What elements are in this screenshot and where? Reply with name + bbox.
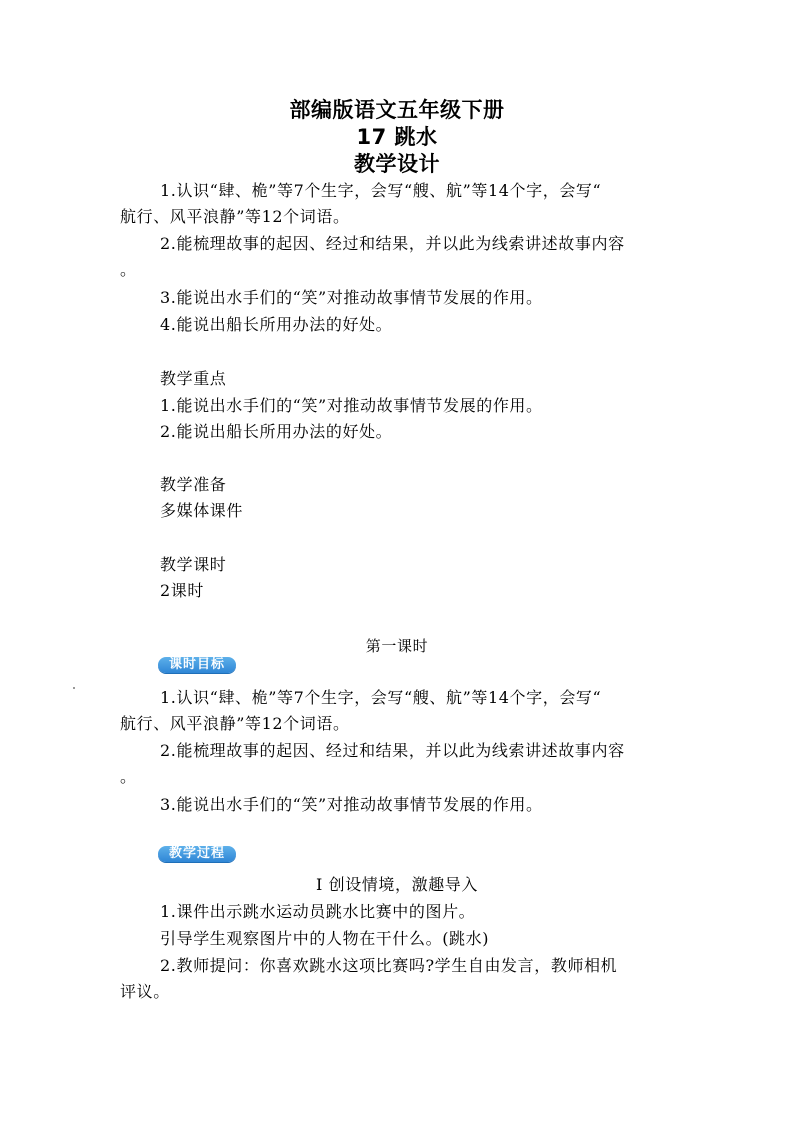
doc-title-design: 教学设计 (354, 152, 440, 176)
objective-2-cont: 。 (120, 260, 137, 279)
process-step-1-guide: 引导学生观察图片中的人物在干什么。(跳水) (160, 929, 490, 948)
lesson1-heading: 第一课时 (365, 637, 429, 655)
objective-3: 3.能说出水手们的“笑”对推动故事情节发展的作用。 (160, 288, 543, 307)
objective-4: 4.能说出船长所用办法的好处。 (160, 315, 393, 334)
lesson-goal-2-cont: 。 (120, 767, 137, 786)
stray-dot (73, 687, 75, 689)
lesson-goal-2: 2.能梳理故事的起因、经过和结果，并以此为线索讲述故事内容 (160, 741, 625, 760)
preparation-value: 多媒体课件 (160, 501, 244, 520)
hours-value: 2课时 (160, 581, 204, 600)
section-1-heading: Ⅰ 创设情境，激趣导入 (315, 875, 478, 894)
preparation-heading: 教学准备 (160, 475, 227, 494)
objective-2: 2.能梳理故事的起因、经过和结果，并以此为线索讲述故事内容 (160, 234, 625, 253)
lesson-goal-3: 3.能说出水手们的“笑”对推动故事情节发展的作用。 (160, 795, 543, 814)
doc-title-lesson: 17 跳水 (356, 125, 438, 149)
key-point-2: 2.能说出船长所用办法的好处。 (160, 422, 393, 441)
key-point-1: 1.能说出水手们的“笑”对推动故事情节发展的作用。 (160, 396, 543, 415)
lesson-goal-1: 1.认识“肆、桅”等7个生字，会写“艘、航”等14个字，会写“ (160, 688, 602, 707)
lesson-goal-1-cont: 航行、风平浪静”等12个词语。 (120, 714, 350, 733)
process-step-1: 1.课件出示跳水运动员跳水比赛中的图片。 (160, 902, 476, 921)
objective-1: 1.认识“肆、桅”等7个生字，会写“艘、航”等14个字，会写“ (160, 181, 602, 200)
doc-title-grade: 部编版语文五年级下册 (289, 98, 505, 122)
process-step-2: 2.教师提问：你喜欢跳水这项比赛吗?学生自由发言，教师相机 (160, 956, 618, 975)
teaching-process-badge: 教学过程 (158, 846, 236, 862)
hours-heading: 教学课时 (160, 555, 227, 574)
objective-1-cont: 航行、风平浪静”等12个词语。 (120, 207, 350, 226)
key-points-heading: 教学重点 (160, 369, 227, 388)
lesson-goals-badge: 课时目标 (158, 657, 236, 673)
process-step-2-cont: 评议。 (120, 982, 170, 1001)
